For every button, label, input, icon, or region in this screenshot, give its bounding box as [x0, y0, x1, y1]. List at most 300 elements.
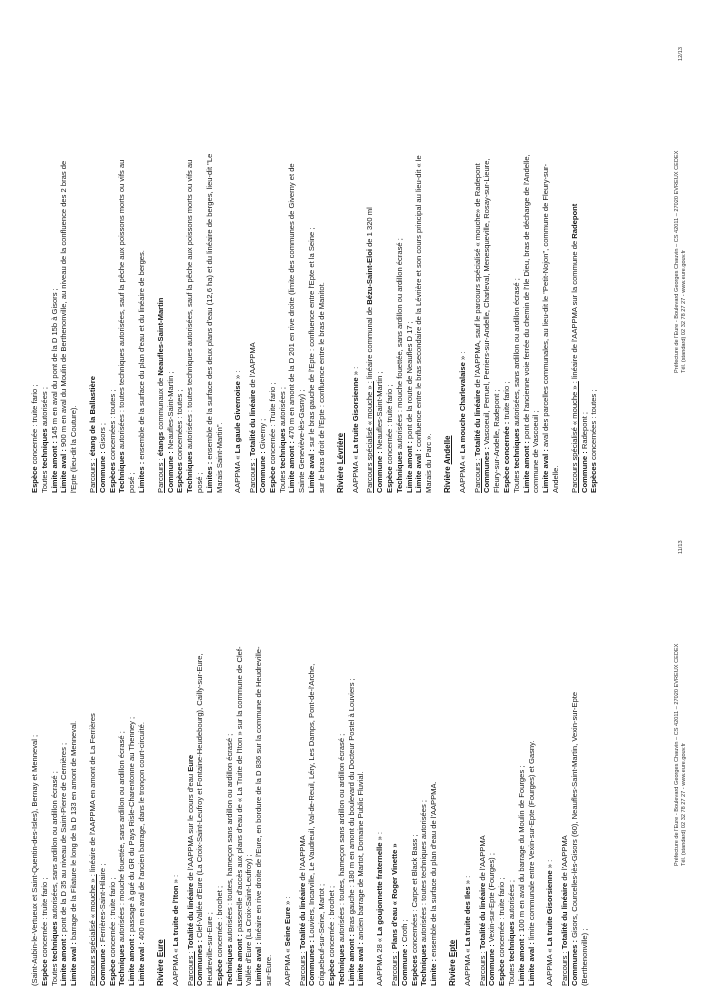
text-line [235, 504, 245, 986]
text-run: concernée : Truite fario ; [267, 382, 277, 467]
text-line [463, 504, 473, 986]
text-line [375, 11, 385, 493]
text-run: Espèce [107, 959, 117, 986]
text-run: Andelle [442, 435, 452, 465]
text-run: Techniques [394, 451, 404, 493]
text-run: Neaufles-Saint-Martin ; [375, 371, 385, 452]
text-run: techniques [39, 428, 49, 469]
text-run: Limite aval : [356, 942, 366, 986]
text-run: autorisées, sans ardillon ou ardillon écrasé ; [49, 771, 59, 922]
text-run: Totalité du linéaire [560, 882, 570, 950]
text-line [351, 11, 361, 493]
text-run: AAPPMA « [462, 946, 472, 986]
text-run: Toutes [49, 961, 59, 986]
text-run: Parcours : [155, 458, 165, 493]
text-run: Commune : [97, 944, 107, 986]
text-line [551, 11, 561, 493]
text-run: Eure [155, 939, 165, 958]
text-run: concernée : brochet ; [326, 885, 336, 960]
text-line [127, 504, 137, 986]
text-run: techniques [507, 921, 517, 962]
text-run: (Berthenonville) ; [579, 928, 589, 986]
text-run: autorisées : toutes techniques autorisées ; [419, 799, 429, 945]
text-run: Parcours : [87, 458, 97, 493]
text-run: Limite amont : [521, 441, 531, 493]
text-run: linéaire en rive droite de l'Eure, en bordure de la D 836 sur la commune de Heudreville- [254, 646, 264, 943]
text-line [414, 11, 424, 493]
text-run: pont de la D 35 au niveau de Saint-Pierre de Cernières ; [59, 742, 69, 935]
text-run: 470 m en amont de la D 201 en rive droite (limite des communes de Giverny et de [287, 163, 297, 442]
text-line [327, 504, 337, 986]
text-run: Rivière [335, 464, 345, 493]
text-line [429, 504, 439, 986]
text-line [50, 11, 60, 493]
text-run: Louviers, Incarville, Le Vaudreuil, Val-de-Reuil, Léry, Les Damps, Pont-de-l'Arche, [307, 663, 317, 940]
section-heading [448, 504, 458, 986]
text-line [317, 504, 327, 986]
text-line [69, 11, 79, 493]
text-run: posé ; [127, 472, 137, 493]
text-run: de l'AAPPMA [560, 835, 570, 883]
text-line [570, 11, 580, 493]
spacer [79, 11, 88, 493]
text-run: Techniques [185, 451, 195, 493]
text-run: AAPPMA « [282, 946, 292, 986]
spacer [561, 11, 570, 493]
text-run: concernée : truite fario ; [384, 384, 394, 467]
text-run: pont de l'ancienne voie ferrée du chemin de l'Ile Dieu, bras de décharge de l'Andelle, [521, 154, 531, 442]
text-run: ensemble de la surface des deux plans d'eau (12,6 ha) et du linéaire de berges, lieu-dit "Le [204, 153, 214, 462]
text-run: AAPPMA « [457, 453, 467, 493]
text-run: Espèce [214, 959, 224, 986]
spacer [434, 11, 443, 493]
text-run: Parcours : [297, 951, 307, 986]
text-line [278, 11, 288, 493]
text-line [166, 11, 176, 493]
text-run: étangs [155, 431, 165, 457]
text-run: Parcours : [477, 951, 487, 986]
text-line [40, 11, 50, 493]
text-run: communaux de [155, 375, 165, 432]
text-line [347, 504, 357, 986]
text-run: Radepont [569, 203, 579, 239]
text-run: Rivière [155, 957, 165, 986]
text-run: Espèce [39, 959, 49, 986]
text-run: de 1 320 ml [365, 207, 375, 250]
text-run: Techniques [336, 944, 346, 986]
spacer [274, 504, 283, 986]
text-run: Limite amont : [127, 934, 137, 986]
text-line [205, 504, 215, 986]
text-run: Limite amont : [287, 441, 297, 493]
text-line [59, 11, 69, 493]
text-line [390, 504, 400, 986]
text-line [482, 11, 492, 493]
spacer [327, 11, 336, 493]
text-run: Parcours spécialisé « mouche » : [365, 381, 375, 493]
text-run: AAPPMA « [170, 946, 180, 986]
text-run: de l'AAPPMA [297, 835, 307, 883]
text-line [264, 504, 274, 986]
text-run: Sainte Geneviève-lès-Gasny) ; [297, 389, 307, 493]
text-run: Toutes [511, 468, 521, 493]
text-line [375, 504, 385, 986]
text-run: concernées : toutes ; [175, 389, 185, 463]
text-line [478, 504, 488, 986]
text-run: » : [233, 370, 243, 382]
text-run: La truite Gisorsienne [350, 377, 360, 454]
text-line [175, 11, 185, 493]
text-run: Limite amont : [59, 934, 69, 986]
text-run: Totalité du linéaire [477, 882, 487, 950]
text-run: Limite aval : [306, 449, 316, 493]
text-run: Gisors ; [97, 422, 107, 452]
text-run: Vexin-sur-Epte (Fourges) ; [487, 853, 497, 945]
text-run: Totalité du linéaire [185, 882, 195, 950]
text-run: Toutes [39, 468, 49, 493]
text-run: Parcours : [248, 458, 258, 493]
page-right [0, 11, 707, 493]
text-line [215, 504, 225, 986]
text-line [400, 504, 410, 986]
text-run: » : [350, 366, 360, 378]
footer-contact: Tél. (standard) 02 32 78 27 27 - www.eure.gouv.fr [681, 742, 687, 866]
text-run: concernée : truite fario ; [497, 877, 507, 960]
text-run: » : [545, 859, 555, 871]
text-line [560, 504, 570, 986]
text-run: ancien barrage de Martot, Domaine Public Fluvial. [356, 771, 366, 943]
text-line [589, 11, 599, 493]
text-run: Commune : [487, 944, 497, 986]
text-run: concernée : truite fario ; [30, 384, 39, 467]
text-run: autorisées : mouche fouettée, sans ardillon ou ardillon écrasé ; [117, 731, 127, 945]
text-line [185, 11, 195, 493]
text-run: sur le bras droit de l'Epte : confluence entre le bras de Manitot. [316, 282, 326, 493]
text-line [30, 504, 40, 986]
text-run: autorisées, sans ardillon ou ardillon écrasé ; [511, 278, 521, 429]
text-line [108, 11, 118, 493]
text-run: Techniques [117, 451, 127, 493]
text-run: posé ; [194, 472, 204, 493]
text-run: Neaufles-Saint-Martin ; [165, 371, 175, 452]
text-run: concernées : toutes ; [107, 389, 117, 463]
text-run: techniques [511, 428, 521, 469]
text-line [40, 504, 50, 986]
spacer [224, 11, 233, 493]
text-run: autorisées : toutes, hameçon sans ardillon ou ardillon écrasé ; [336, 733, 346, 945]
text-line [580, 504, 590, 986]
text-run: » : [457, 351, 467, 363]
text-run: 145 m en aval du pont de la D 15b à Gisors ; [49, 288, 59, 442]
text-run: Commune : [165, 451, 175, 493]
text-line [512, 11, 522, 493]
text-run: Techniques [419, 944, 429, 986]
text-run: concernée : truite fario ; [107, 877, 117, 960]
text-line [502, 11, 512, 493]
text-run: Espèce [326, 959, 336, 986]
text-run: Espèce concernée : [502, 421, 512, 493]
text-run: barrage de la Filature le long de la D 133 en amont de Menneval. [69, 720, 79, 943]
text-run: Espèce [30, 466, 39, 493]
text-run: de l'AAPPMA, sauf le parcours spécialisé « mouche» de Radepont [472, 163, 482, 390]
text-run: AAPPMA « [233, 453, 243, 493]
text-run: 100 m en aval du barrage du Moulin de Fourges ; [516, 765, 526, 935]
text-run: » : [462, 875, 472, 887]
text-run: Criquebeuf-sur-Seine, Martot ; [317, 883, 327, 986]
text-run: Parcours : [472, 458, 482, 493]
text-line [297, 11, 307, 493]
text-line [458, 11, 468, 493]
text-run: Rivière [447, 957, 457, 986]
text-line [570, 504, 580, 986]
text-line [405, 11, 415, 493]
text-run: Lévrière [335, 432, 345, 465]
spacer [79, 504, 88, 986]
text-line [283, 504, 293, 986]
text-run: Bézu-Saint-Eloi [365, 249, 375, 305]
text-run: Toutes [277, 468, 287, 493]
text-run: Limites : [204, 461, 214, 493]
text-line [137, 11, 147, 493]
text-run: Marais Saint-Martin". [214, 422, 224, 493]
text-run: truite fario ; [502, 381, 512, 422]
text-run: Vascoeuil, Perruel, Perriers-sur-Andelle, Charleval, Menesqueville, Rosay-sur-Lieure, [482, 158, 492, 447]
text-run: pont de la route de Neaufles D 17 ; [404, 321, 414, 442]
text-line [108, 504, 118, 986]
text-run: Communes : [570, 940, 580, 986]
text-run: La gaule Givernoise [233, 381, 243, 454]
text-run: Seine Eure [282, 907, 292, 947]
text-run: Commune : [579, 451, 589, 493]
text-line [419, 504, 429, 986]
text-run: de l'AAPPMA [248, 342, 258, 390]
page-left-footer [674, 540, 688, 866]
text-run: autorisées ; [277, 387, 287, 429]
text-run: Espèce [384, 466, 394, 493]
text-run: Bras gauche : 180 m en amont du boulevard du Docteur Postel à Louviers ; [346, 678, 356, 935]
text-line [424, 11, 434, 493]
text-line [50, 504, 60, 986]
text-line [258, 11, 268, 493]
text-line [244, 504, 254, 986]
text-line [473, 11, 483, 493]
text-run: Limite aval : [69, 942, 79, 986]
text-run: Espèces [409, 955, 419, 986]
text-run: linéaire de l'AAPPMA sur la commune de [569, 238, 579, 382]
text-line [248, 11, 258, 493]
text-line [88, 504, 98, 986]
text-run: Epte [447, 939, 457, 958]
text-run: Limites : [136, 461, 146, 493]
text-run: » : [375, 831, 385, 843]
spacer [536, 504, 545, 986]
text-run: AAPPMA « [350, 453, 360, 493]
text-run: » : [282, 896, 292, 908]
text-line [69, 504, 79, 986]
text-run: Commune : [97, 451, 107, 493]
text-line [156, 11, 166, 493]
text-run: Ferrières-Saint-Hilaire ; [97, 863, 107, 945]
text-run: » : [170, 874, 180, 886]
text-run: Espèces [175, 462, 185, 493]
text-line [517, 504, 527, 986]
text-line [385, 11, 395, 493]
text-run: concernées : toutes ; [589, 389, 599, 463]
text-run: Parcours : [389, 951, 399, 986]
text-line [522, 11, 532, 493]
text-run: autorisées : mouche fouettée, sans ardillon ou ardillon écrasé ; [394, 238, 404, 452]
text-line [410, 504, 420, 986]
text-line [307, 504, 317, 986]
text-line [98, 11, 108, 493]
text-run: Techniques [224, 944, 234, 986]
text-run: Andelle. [551, 465, 561, 493]
text-run: sur le bras gauche de l'Epte : confluence entre l'Epte et la Seine ; [306, 227, 316, 450]
text-run: passerelle d'accès aux plans d'eau de « La Truite de l'Iton » sur la commune de Clef- [234, 646, 244, 935]
text-line [337, 504, 347, 986]
text-run: Communes : [195, 940, 205, 986]
text-run: 900 m en aval du Moulin de Berthenonville, au niveau de la confluence des 2 bras de [59, 160, 69, 450]
section-heading [156, 504, 166, 986]
text-run: Gisors, Courcelles-lès-Gisors (60), Neaufles-Saint-Martin, Vexin-sur-Epte [570, 691, 580, 940]
text-run: de l'AAPPMA sur le cours d'eau [185, 771, 195, 883]
text-run: Clef-Vallée d'Eure (La Croix-Saint-Leufroy et Fontaine-Heudebourg), Cailly-sur-Eure, [195, 653, 205, 940]
spacer [147, 11, 156, 493]
text-run: linéaire de l'AAPPMA en amont de La Ferrières [87, 713, 97, 875]
text-run: Vallée d'Eure (La Croix-Saint-Leufroy) ; [244, 854, 254, 986]
text-line [492, 11, 502, 493]
text-line [205, 11, 215, 493]
text-run: Parcours spécialisé « mouche » : [569, 381, 579, 493]
text-line [30, 11, 40, 493]
text-line [254, 504, 264, 986]
text-run: ensemble de la surface du plan d'eau et du linéaire de berges. [136, 250, 146, 462]
text-run: Communes : [482, 447, 492, 493]
text-run: ensemble de la surface du plan d'eau de l'AAPPMA. [429, 781, 439, 959]
text-run: Espèces [107, 462, 117, 493]
text-run: autorisées ; [507, 880, 517, 922]
text-run: linéaire communal de [365, 304, 375, 382]
text-line [88, 11, 98, 493]
text-run: Limite aval : [59, 449, 69, 493]
text-run: Limite amont : [234, 934, 244, 986]
text-run: Rivière [442, 464, 452, 493]
text-run: La truite Gisorsienne [545, 870, 555, 947]
page-left [0, 504, 707, 986]
spacer [147, 504, 156, 986]
text-run: Limite : [429, 958, 439, 986]
text-line [215, 11, 225, 493]
page-number: 11/13 [678, 540, 684, 554]
text-run: Limite amont : [49, 441, 59, 493]
text-run: autorisées ; [39, 387, 49, 429]
text-run: Limite aval : [254, 942, 264, 986]
text-run: Plans d'eau « Roger Vinette » [389, 843, 399, 950]
page-right-body [30, 11, 599, 493]
text-run: (Saint-Aubin-le-Vertueux et Saint-Quentin-des-Isles), Bernay et Menneval ; [30, 734, 39, 986]
text-line [186, 504, 196, 986]
text-run: Limite aval : [526, 942, 536, 986]
text-run: Eure [185, 754, 195, 772]
text-line [117, 504, 127, 986]
text-run: limite communale entre Vexin-sur-Epte (Fourges) et Gasny. [526, 740, 536, 943]
text-line [541, 11, 551, 493]
text-line [298, 504, 308, 986]
text-line [527, 504, 537, 986]
text-line [507, 504, 517, 986]
text-run: techniques [277, 428, 287, 469]
spacer [439, 504, 448, 986]
text-run: Totalité du linéaire [248, 389, 258, 457]
text-line [137, 504, 147, 986]
text-run: La mouche Charlevalaise [457, 362, 467, 454]
text-run: aval des parcelles communales, au lieu-dit le "Petit-Nojon", commune de Fleury-sur- [541, 163, 551, 450]
text-run: Fleury-sur-Andelle, Radepont ; [492, 389, 502, 493]
text-line [117, 11, 127, 493]
text-run: de l'AAPPMA [477, 835, 487, 883]
text-run: La goujonnette fraternelle [375, 842, 385, 936]
text-run: concernées : Carpe et Black Bass ; [409, 834, 419, 956]
text-line [531, 11, 541, 493]
text-line [365, 11, 375, 493]
text-run: La truite des Iles [462, 886, 472, 947]
text-run: Toutes [507, 961, 517, 986]
text-run: Croth ; [399, 919, 409, 945]
text-run: l'Epte (lieu-dit la Couture). [69, 405, 79, 493]
text-run: passage à gué du GR du Pays Risle-Charentonne au Thenney ; [127, 716, 137, 935]
text-run: confluence entre le bras secondaire de la Lévrière et son cours principal au lieu-dit « le [414, 155, 424, 450]
text-run: Marais du Parc ». [424, 433, 434, 493]
text-run: Radepont ; [579, 411, 589, 452]
text-run: Limite aval : [541, 449, 551, 493]
text-run: Totalité du linéaire [472, 389, 482, 457]
footer-address: Préfecture de l'Eure - Boulevard Georges Chauvin – CS 42011 – 27020 EVREUX CEDEX [674, 150, 680, 373]
text-run: Totalité du linéaire [297, 882, 307, 950]
text-line [98, 504, 108, 986]
text-run: Limite amont : [346, 934, 356, 986]
text-line [171, 504, 181, 986]
text-run: Parcours : [185, 951, 195, 986]
text-run: Espèce [267, 466, 277, 493]
text-run: concernée : brochet ; [214, 885, 224, 960]
text-run: Parcours spécialisé « mouche » : [87, 874, 97, 986]
text-line [356, 504, 366, 986]
text-run: La truite de l'Iton [170, 885, 180, 947]
text-run: Techniques [117, 944, 127, 986]
text-line [487, 504, 497, 986]
text-run: Heudreville-sur-Eure ; [205, 912, 215, 986]
text-run: Limite amont : [516, 934, 526, 986]
text-line [59, 504, 69, 986]
text-line [287, 11, 297, 493]
spacer [366, 504, 375, 986]
text-line [195, 11, 205, 493]
footer-address: Préfecture de l'Eure - Boulevard Georges Chauvin – CS 42011 – 27020 EVREUX CEDEX [674, 643, 680, 866]
text-run: techniques [49, 921, 59, 962]
page-left-body [30, 504, 590, 986]
text-run: autorisées : toutes techniques autorisées, sauf la pêche aux poissons morts ou vifs au [117, 159, 127, 452]
text-run: étang de la Ballastière [87, 376, 97, 457]
text-line [395, 11, 405, 493]
text-run: commune de Vascoeuil ; [531, 410, 541, 493]
text-run: Espèce [497, 959, 507, 986]
text-line [225, 504, 235, 986]
text-run: 400 m en aval de l'ancien barrage, dans le tronçon court-circuité. [136, 722, 146, 943]
text-line [497, 504, 507, 986]
text-run: Giverny ; [257, 418, 267, 452]
page-number: 12/13 [678, 47, 684, 61]
text-line [580, 11, 590, 493]
